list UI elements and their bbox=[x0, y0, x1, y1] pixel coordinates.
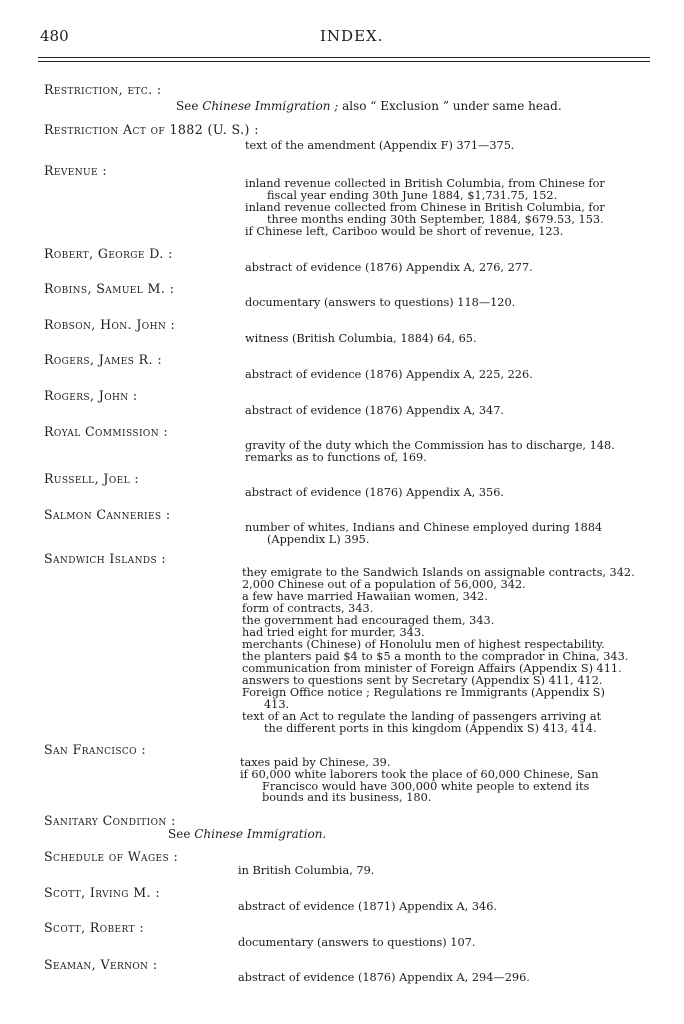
entry-heading: Royal Commission : bbox=[44, 424, 169, 439]
entry-heading: Russell, Joel : bbox=[44, 471, 139, 486]
sub-entry: text of the amendment (Appendix F) 371—375. bbox=[245, 139, 515, 152]
sub-entry: taxes paid by Chinese, 39. bbox=[240, 756, 391, 769]
page-number: 480 bbox=[40, 27, 69, 45]
sub-entry: if 60,000 white laborers took the place of 60,000 Chinese, San Francisco would have 300,000 white people to extend its bounds and its business, 180. bbox=[240, 768, 599, 805]
entry-heading: Sanitary Condition : bbox=[44, 813, 176, 828]
sub-entry: gravity of the duty which the Commission has to discharge, 148. bbox=[245, 439, 615, 452]
entry-heading: Schedule of Wages : bbox=[44, 849, 179, 864]
entry-heading: Salmon Canneries : bbox=[44, 507, 171, 522]
sub-entry: merchants (Chinese) of Honolulu men of highest respectability. bbox=[242, 638, 605, 651]
page-header bbox=[0, 0, 684, 60]
entry-heading: Scott, Robert : bbox=[44, 920, 144, 935]
sub-entry: the planters paid $4 to $5 a month to the comprador in China, 343. bbox=[242, 650, 629, 663]
sub-entry: abstract of evidence (1876) Appendix A, 225, 226. bbox=[245, 368, 533, 381]
sub-entry: the government had encouraged them, 343. bbox=[242, 614, 495, 627]
sub-entry: documentary (answers to questions) 118—120. bbox=[245, 296, 516, 309]
header-rule-thick bbox=[38, 57, 650, 58]
sub-entry: communication from minister of Foreign Affairs (Appendix S) 411. bbox=[242, 662, 622, 675]
sub-entry: 2,000 Chinese out of a population of 56,000, 342. bbox=[242, 578, 526, 591]
sub-entry: inland revenue collected from Chinese in British Columbia, for three months ending 30th September, 1884, $679.53, 153. bbox=[245, 201, 605, 226]
sub-entry: witness (British Columbia, 1884) 64, 65. bbox=[245, 332, 477, 345]
entry-heading: Rogers, James R. : bbox=[44, 352, 163, 367]
entry-heading: Seaman, Vernon : bbox=[44, 957, 158, 972]
sub-entry: remarks as to functions of, 169. bbox=[245, 451, 427, 464]
sub-entry: form of contracts, 343. bbox=[242, 602, 374, 615]
sub-entry: Foreign Office notice ; Regulations re Immigrants (Appendix S) 413. bbox=[242, 686, 605, 711]
sub-entry: documentary (answers to questions) 107. bbox=[238, 936, 476, 949]
see-reference: See Chinese Immigration ; also “ Exclusion ” under same head. bbox=[176, 99, 562, 113]
sub-entry: abstract of evidence (1871) Appendix A, 346. bbox=[238, 900, 497, 913]
entry-heading: Sandwich Islands : bbox=[44, 551, 167, 566]
entry-heading: Restriction Act of 1882 (U. S.) : bbox=[44, 122, 259, 137]
entry-heading: Robson, Hon. John : bbox=[44, 317, 176, 332]
sub-entry: number of whites, Indians and Chinese employed during 1884 (Appendix L) 395. bbox=[245, 521, 603, 546]
sub-entry: a few have married Hawaiian women, 342. bbox=[242, 590, 488, 603]
entry-heading: Restriction, etc. : bbox=[44, 82, 162, 97]
header-rule-thin bbox=[38, 61, 650, 62]
sub-entry: if Chinese left, Cariboo would be short of revenue, 123. bbox=[245, 225, 564, 238]
entry-heading: Revenue : bbox=[44, 163, 107, 178]
sub-entry: they emigrate to the Sandwich Islands on assignable contracts, 342. bbox=[242, 566, 635, 579]
sub-entry: abstract of evidence (1876) Appendix A, 356. bbox=[245, 486, 504, 499]
sub-entry: abstract of evidence (1876) Appendix A, 294—296. bbox=[238, 971, 530, 984]
entry-heading: Robert, George D. : bbox=[44, 246, 173, 261]
sub-entry: in British Columbia, 79. bbox=[238, 864, 375, 877]
running-title: INDEX. bbox=[320, 27, 384, 45]
sub-entry: answers to questions sent by Secretary (Appendix S) 411, 412. bbox=[242, 674, 603, 687]
entry-heading: Rogers, John : bbox=[44, 388, 138, 403]
entry-heading: San Francisco : bbox=[44, 742, 147, 757]
entry-heading: Scott, Irving M. : bbox=[44, 885, 160, 900]
see-reference: See Chinese Immigration. bbox=[168, 827, 327, 841]
sub-entry: abstract of evidence (1876) Appendix A, 347. bbox=[245, 404, 504, 417]
sub-entry: inland revenue collected in British Columbia, from Chinese for fiscal year ending 30th June 1884, $1,731.75, 152. bbox=[245, 177, 605, 202]
sub-entry: text of an Act to regulate the landing of passengers arriving at the different ports in this kingdom (Appendix S) 413, 414. bbox=[242, 710, 602, 735]
sub-entry: abstract of evidence (1876) Appendix A, 276, 277. bbox=[245, 261, 533, 274]
sub-entry: had tried eight for murder, 343. bbox=[242, 626, 425, 639]
entry-heading: Robins, Samuel M. : bbox=[44, 281, 175, 296]
